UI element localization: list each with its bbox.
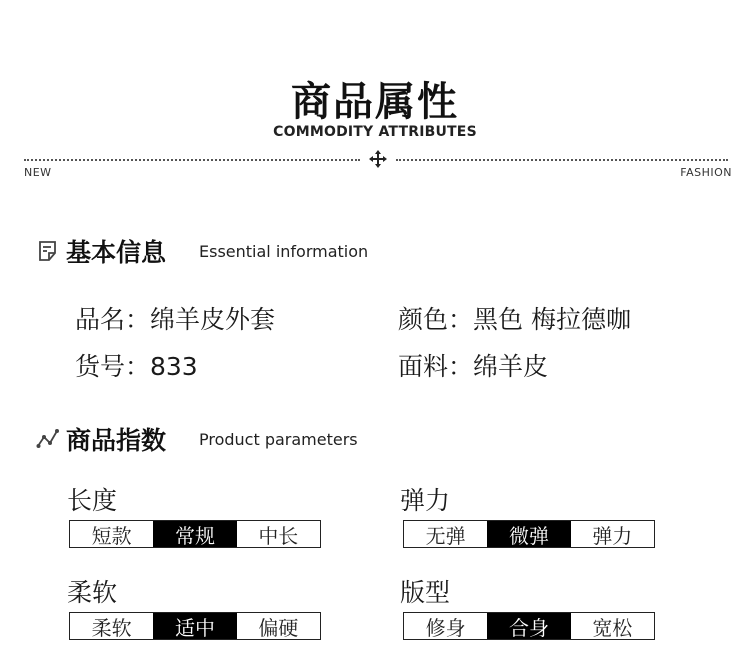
product-material: 面料：绵羊皮	[398, 352, 549, 381]
softness-option: 柔软	[70, 613, 153, 639]
fashion-label: FASHION	[680, 166, 732, 179]
fit-option: 合身	[487, 613, 570, 639]
product-color: 颜色：黑色 梅拉德咖	[398, 305, 631, 334]
basic-info-title: 基本信息	[66, 238, 167, 267]
length-option: 短款	[70, 521, 153, 547]
params-subtitle: Product parameters	[199, 430, 358, 449]
document-icon	[37, 239, 61, 263]
page-title: 商品属性	[291, 79, 459, 125]
new-label: NEW	[24, 166, 52, 179]
params-title: 商品指数	[66, 426, 167, 455]
fit-option: 修身	[404, 613, 487, 639]
dotted-divider-right	[396, 159, 728, 161]
softness-scale	[69, 612, 321, 640]
length-scale	[69, 520, 321, 548]
elasticity-scale	[403, 520, 655, 548]
basic-info-subtitle: Essential information	[199, 242, 369, 261]
item-number: 货号：833	[75, 352, 198, 381]
fit-option: 宽松	[571, 613, 654, 639]
softness-option: 偏硬	[237, 613, 320, 639]
elasticity-option: 微弹	[487, 521, 570, 547]
softness-option: 适中	[153, 613, 236, 639]
elasticity-label: 弹力	[400, 486, 451, 515]
length-label: 长度	[67, 486, 118, 515]
length-option: 中长	[237, 521, 320, 547]
softness-label: 柔软	[67, 578, 118, 607]
dotted-divider-left	[24, 159, 360, 161]
fit-label: 版型	[400, 578, 451, 607]
length-option: 常规	[153, 521, 236, 547]
four-way-arrows-icon	[367, 148, 389, 170]
elasticity-option: 无弹	[404, 521, 487, 547]
line-graph-icon	[36, 427, 60, 451]
fit-scale	[403, 612, 655, 640]
elasticity-option: 弹力	[571, 521, 654, 547]
page-subtitle: COMMODITY ATTRIBUTES	[273, 124, 477, 140]
product-name: 品名：绵羊皮外套	[75, 305, 276, 334]
